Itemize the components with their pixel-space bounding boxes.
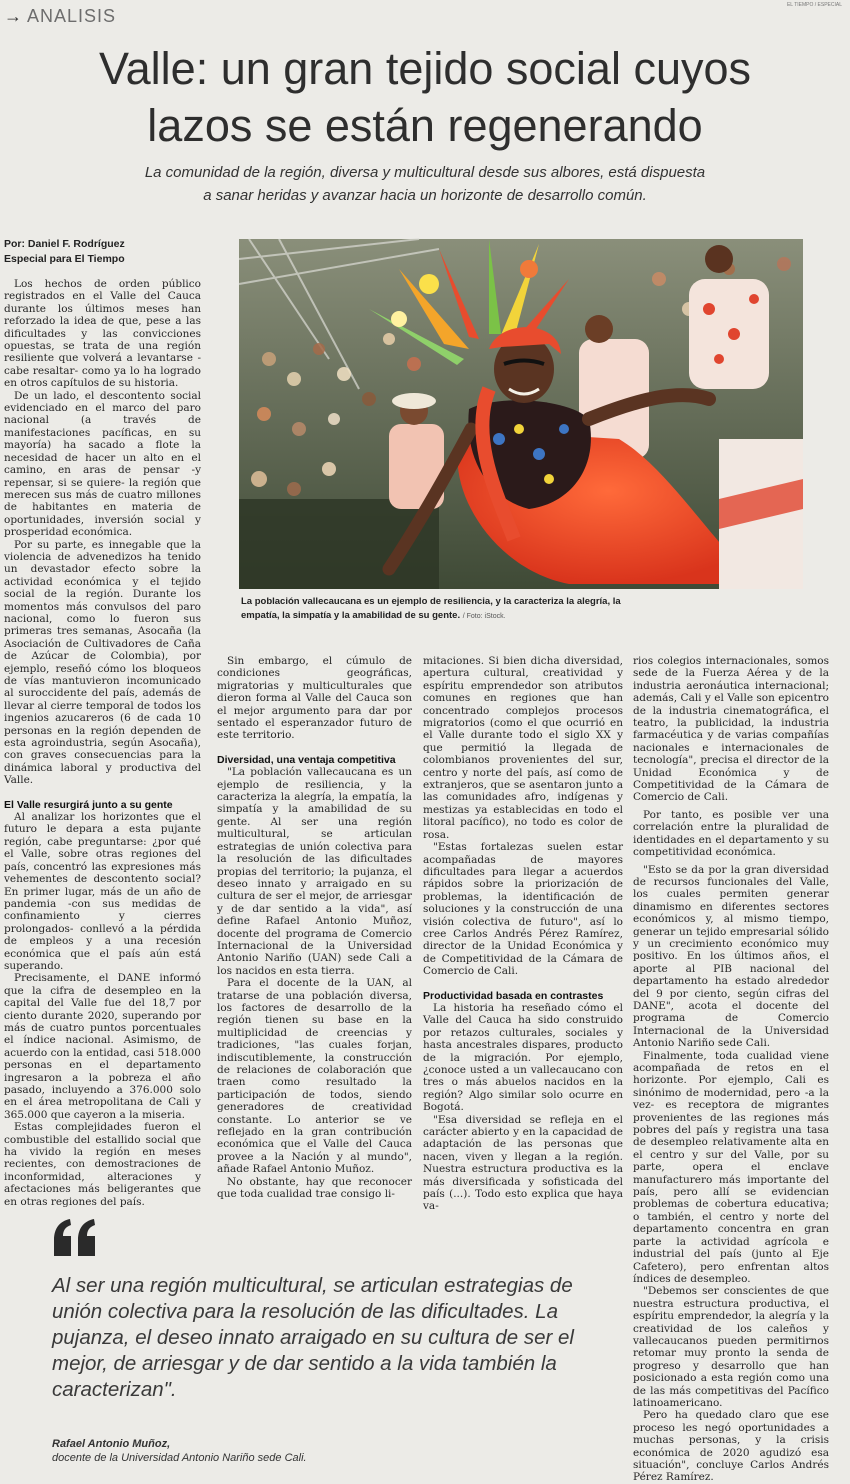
pull-quote-role: docente de la Universidad Antonio Nariño sede Cali. — [52, 1452, 307, 1464]
paragraph: Los hechos de orden público registrados en el Valle del Cauca durante los últimos meses han reforzado la idea de que, pese a las dificultades y las convicciones opuestas, se trata de una región resiliente que volverá a levantarse -cabe resaltar- como ya lo ha logrado en otros capítulos de su historia. — [4, 278, 201, 390]
paragraph: La historia ha reseñado cómo el Valle del Cauca ha sido construido por retazos culturales, sociales y hasta ancestrales dispares, producto de la migración. Por ejemplo, ¿conoce usted a un vallecaucano con tres o más abuelos nacidos en la región? Algo similar solo ocurre en Bogotá. — [423, 1001, 623, 1114]
paragraph: rios colegios internacionales, somos sede de la Fuerza Aérea y de la industria aeronáutica internacional; además, Cali y el Valle son epicentro de la industria cinematográfica, el teatro, la publicidad, la industria farmacéutica y de varias compañías nacionales e internacionales de tecnología", precisa el director de la Unidad Económica y de Competitividad de la Cámara de Comercio de Cali. — [633, 655, 829, 804]
photo-caption — [241, 595, 641, 623]
subheading: El Valle resurgirá junto a su gente — [4, 798, 173, 811]
quote-mark-icon — [52, 1218, 98, 1258]
pull-quote-attribution — [52, 1437, 307, 1465]
paragraph: "Estas fortalezas suelen estar acompañadas de mayores dificultades para llegar a acuerdos rápidos sobre la priorización de problemas, la identificación de soluciones y la construcción de una visión colectiva de futuro", así lo cree Carlos Andrés Pérez Ramírez, director de la Unidad Económica y de Competitividad de la Cámara de Comercio de Cali. — [423, 841, 623, 978]
paragraph: Al analizar los horizontes que el futuro le depara a esta pujante región, cabe preguntarse: ¿por qué el Valle, sobre otras regiones del país, concentró las expresiones más vehementes de descontento social? En primer lugar, más de un año de pandemia -con sus medidas de confinamiento y cierres prolongados- conllevó a la pérdida de empleos y a una recesión económica que el país aún está superando. — [4, 811, 201, 972]
photo-credit: / Foto: iStock. — [462, 612, 506, 620]
column-4 — [633, 655, 829, 1484]
paragraph: Pero ha quedado claro que ese proceso les negó oportunidades a muchas personas, y la crisis económica de 2020 agudizó esa situación", concluye Carlos Andrés Pérez Ramírez. — [633, 1409, 829, 1484]
paragraph: Por tanto, es posible ver una correlación entre la pluralidad de identidades en el departamento y su competitividad económica. — [633, 808, 829, 859]
top-credit: EL TIEMPO / ESPECIAL — [786, 2, 842, 8]
section-label: ANALISIS — [27, 6, 117, 26]
headline-line-2: lazos se están regenerando — [147, 100, 703, 151]
column-1 — [4, 278, 201, 1208]
section-tag — [4, 6, 116, 27]
pull-quote: Al ser una región multicultural, se articulan estrategias de unión colectiva para la resolución de las dificultades. La pujanza, el deseo innato arraigado en su cultura de ser el mejor, de arriesgar y de dar sentido a la vida también la caracterizan". — [52, 1274, 574, 1401]
paragraph: Precisamente, el DANE informó que la cifra de desempleo en la capital del Valle fue del 18,7 por ciento durante 2020, superando por más de cuatro puntos porcentuales el índice nacional. Asimismo, de acuerdo con la entidad, casi 518.000 personas en el departamento ingresaron a la pobreza el año pasado, incluyendo a 376.000 solo en el área metropolitana de Cali y 365.000 que cayeron a la miseria. — [4, 972, 201, 1121]
dek-line-1: La comunidad de la región, diversa y multicultural desde sus albores, está dispuesta — [144, 164, 706, 181]
dek — [70, 161, 780, 207]
paragraph: No obstante, hay que reconocer que toda cualidad trae consigo li- — [217, 1175, 412, 1201]
pull-quote-author: Rafael Antonio Muñoz, — [52, 1438, 171, 1450]
paragraph: "La población vallecaucana es un ejemplo de resiliencia, y la caracteriza la alegría, la empatía, la simpatía y la amabilidad de su gente. Al ser una región multicultural, se articulan estrategias de unión colectiva para la resolución de las dificultades propias del territorio; la pujanza, el deseo innato y arraigado en su cultura de ser el mejor, de arriesgar y de dar sentido a la vida", así define Rafael Antonio Muñoz, docente del programa de Comercio Internacional de la Universidad Antonio Nariño (UAN) sede Cali a los nacidos en esta tierra. — [217, 766, 412, 977]
paragraph: mitaciones. Si bien dicha diversidad, apertura cultural, creatividad y espíritu emprendedor son atributos comunes en regiones que han concentrado complejos procesos migratorios (como el que ocurrió en el Valle durante todo el siglo XX y que permitió la llegada de colombianos provenientes del sur, centro y norte del país, así como de extranjeros, que se asentaron junto a las comunidades afro, indígenas y mestizas ya establecidas en todo el litoral pacífico), no todo es color de rosa. — [423, 655, 623, 841]
paragraph: Para el docente de la UAN, al tratarse de una población diversa, los factores de desarrollo de la región tienen su base en la multiplicidad de creencias y tradiciones, "las cuales forjan, indiscutiblemente, la construcción de relaciones de colaboración que traen como resultado la participación de todos, siendo generadores de creatividad constante. Lo anterior se ve reflejado en la gran contribución económica que el Valle del Cauca provee a la Nación y al mundo", añade Rafael Antonio Muñoz. — [217, 977, 412, 1176]
column-2 — [217, 655, 412, 1200]
subheading: Productividad basada en contrastes — [423, 989, 604, 1002]
headline — [0, 40, 850, 154]
headline-line-1: Valle: un gran tejido social cuyos — [98, 43, 752, 94]
column-3 — [423, 655, 623, 1213]
paragraph: "Esto se da por la gran diversidad de recursos funcionales del Valle, los cuales permiten generar dinamismo en diferentes sectores económicos y, al mismo tiempo, generar un tejido empresarial sólido y un crecimiento económico muy positivo. En los últimos años, el aporte al PIB nacional del departamento ha estado alrededor del 9 por ciento, según cifras del DANE", acota el docente del programa de Comercio Internacional de la Universidad Antonio Nariño sede Cali. — [633, 863, 829, 1050]
paragraph: De un lado, el descontento social evidenciado en el marco del paro nacional (a través de manifestaciones pacíficas, en su mayoría) ha sacado a flote la necesidad de hacer un alto en el camino, en aras de pensar -y repensar, si se quiere- la región que merecen sus más de cuatro millones de habitantes en materia de oportunidades, inversión social y prosperidad económica. — [4, 389, 201, 539]
byline-role: Especial para El Tiempo — [4, 253, 125, 265]
dek-line-2: a sanar heridas y avanzar hacia un horizonte de desarrollo común. — [203, 187, 647, 204]
caption-text: La población vallecaucana es un ejemplo de resiliencia, y la caracteriza la alegría, la empatía, la simpatía y la amabilidad de su gente. — [241, 596, 621, 621]
paragraph: "Esa diversidad se refleja en el carácter abierto y en la capacidad de adaptación de las personas que nacen, viven y llegan a la región. Nuestra estructura productiva es la más diversificada y sofisticada del país (...). Todo esto explica que haya va- — [423, 1113, 623, 1213]
arrow-right-icon: → — [4, 6, 23, 26]
paragraph: Finalmente, toda cualidad viene acompañada de retos en el horizonte. Por ejemplo, Cali es sinónimo de modernidad, pero -a la vez- es receptora de migrantes provenientes de las regiones más pobres del país y registra una tasa de desempleo relativamente alta en el centro y sur del Valle, por su parte, opera el enclave manufacturero más importante del país, pero allí se evidencian problemas de cobertura educativa; o también, el centro y norte del departamento concentra en gran parte la actividad agrícola e industrial del país (junto al Eje Cafetero), pero enfrentan altos índices de desempleo. — [633, 1049, 829, 1285]
paragraph: Sin embargo, el cúmulo de condiciones geográficas, migratorias y multiculturales que dieron forma al Valle del Cauca son el mejor argumento para dar por sentado el esperanzador futuro de este territorio. — [217, 655, 412, 742]
paragraph: Por su parte, es innegable que la violencia de advenedizos ha tenido un devastador efecto sobre la actividad económica y el tejido social de la región. Durante los momentos más convulsos del paro nacional, como lo fueron sus primeras tres semanas, Asocaña (la Asociación de Cultivadores de Caña de Azúcar de Colombia), por ejemplo, reseñó cómo los bloqueos de vías mantuvieron incomunicado al suroccidente del país, además de llevar al cierre temporal de todos los ingenios azucareros (6 de cada 10 personas en la región dependen de esta agroindustria, según Asocaña), con graves consecuencias para la dinámica laboral y productiva del Valle. — [4, 538, 201, 787]
byline — [4, 237, 125, 267]
article-photo — [239, 239, 803, 589]
carnival-dancer-photo — [239, 239, 803, 589]
paragraph: "Debemos ser conscientes de que nuestra estructura productiva, el espíritu emprendedor, la alegría y la creatividad de los caleños y vallecaucanos pueden permitirnos retomar muy pronto la senda de progreso y desarrollo que han posicionado a esta región como una de las más competitivas del Pacífico latinoamericano. — [633, 1285, 829, 1409]
subheading: Diversidad, una ventaja competitiva — [217, 753, 396, 766]
byline-author: Por: Daniel F. Rodríguez — [4, 238, 125, 250]
paragraph: Estas complejidades fueron el combustible del estallido social que ha vivido la región en meses recientes, con demostraciones de inconformidad, alteraciones y afectaciones más beligerantes que en otras regiones del país. — [4, 1121, 201, 1208]
